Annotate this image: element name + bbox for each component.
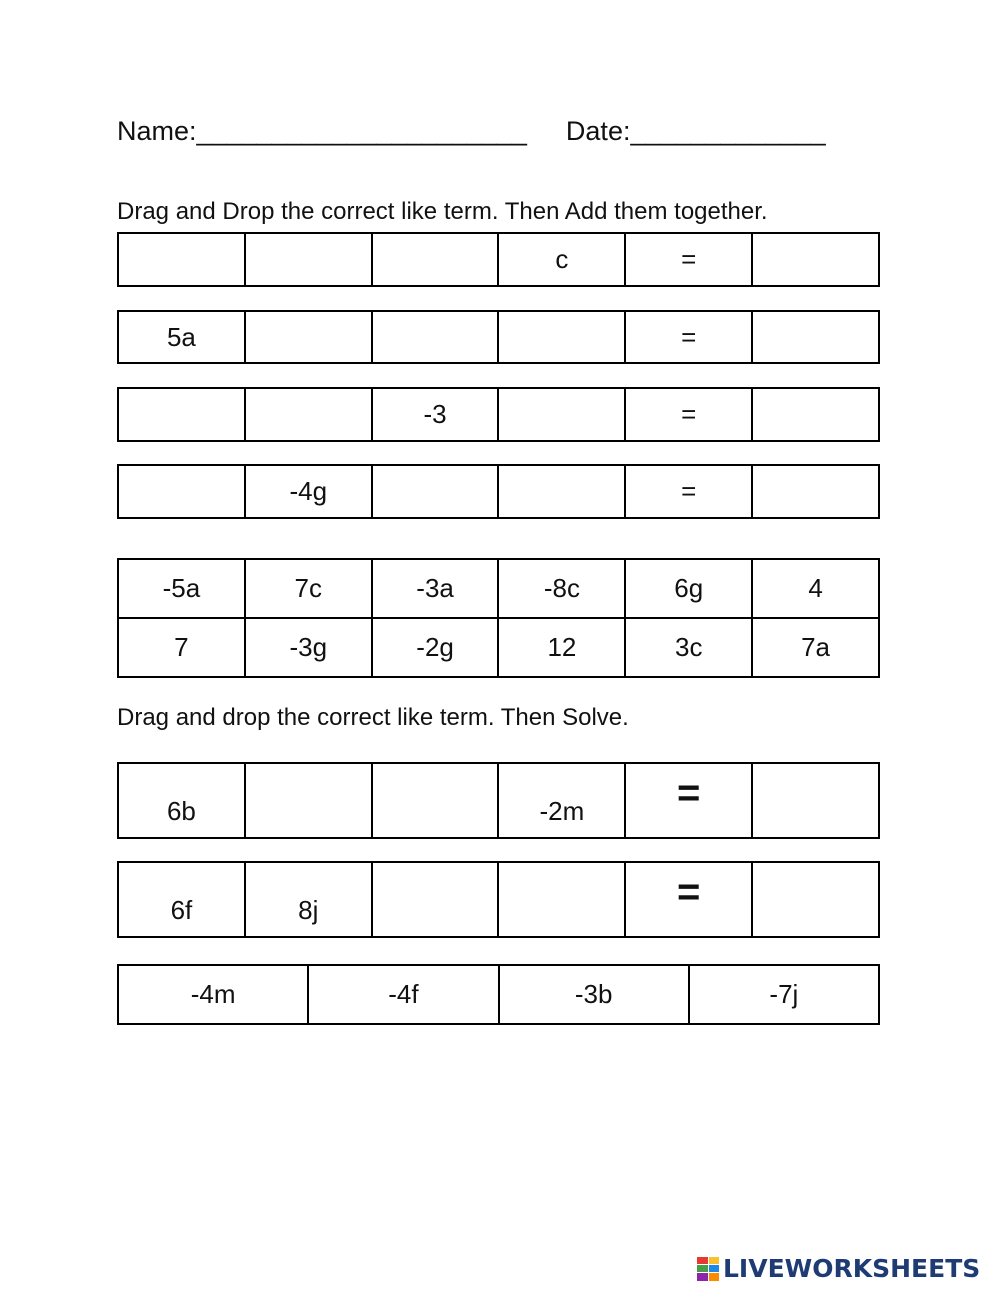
logo-text: LIVEWORKSHEETS bbox=[723, 1254, 981, 1283]
answer-input-cell[interactable] bbox=[753, 863, 878, 936]
drop-cell[interactable] bbox=[246, 234, 373, 285]
draggable-term[interactable]: -7j bbox=[769, 979, 799, 1009]
given-term-cell: c bbox=[499, 234, 626, 285]
draggable-term[interactable]: 12 bbox=[499, 619, 626, 676]
draggable-term[interactable]: -3a bbox=[373, 560, 500, 617]
drop-cell[interactable] bbox=[119, 466, 246, 517]
given-term-cell: -3 bbox=[373, 389, 500, 440]
equals-sign: = bbox=[626, 234, 753, 285]
drop-cell[interactable] bbox=[246, 764, 373, 837]
draggable-term[interactable]: -4m bbox=[119, 966, 309, 1023]
drop-cell[interactable] bbox=[246, 312, 373, 362]
logo-block bbox=[697, 1265, 708, 1272]
given-term-cell: 8j bbox=[246, 863, 373, 936]
logo-block bbox=[709, 1265, 720, 1272]
drop-cell[interactable] bbox=[373, 863, 500, 936]
equation-row-4 bbox=[117, 464, 880, 519]
section2-instruction: Drag and drop the correct like term. Then Solve. bbox=[117, 704, 629, 731]
draggable-term[interactable]: 7a bbox=[801, 632, 831, 662]
drop-cell[interactable] bbox=[499, 389, 626, 440]
name-date-header bbox=[117, 116, 826, 147]
drop-cell[interactable] bbox=[119, 389, 246, 440]
given-term-cell: -2m bbox=[499, 764, 626, 837]
answer-input-cell[interactable] bbox=[753, 234, 878, 285]
logo-block bbox=[709, 1273, 720, 1280]
solve-row-1 bbox=[117, 762, 880, 839]
given-term-cell: 6b bbox=[119, 764, 246, 837]
logo-block bbox=[697, 1257, 708, 1264]
equals-sign: = bbox=[626, 466, 753, 517]
answer-input-cell[interactable] bbox=[753, 312, 878, 362]
drop-cell[interactable] bbox=[499, 312, 626, 362]
logo-block bbox=[697, 1273, 708, 1280]
equals-sign: = bbox=[626, 764, 753, 837]
draggable-term[interactable]: 7 bbox=[119, 619, 246, 676]
draggable-term[interactable]: 4 bbox=[808, 573, 823, 603]
solve-row-2 bbox=[117, 861, 880, 938]
drop-cell[interactable] bbox=[373, 466, 500, 517]
draggable-term[interactable]: -2g bbox=[373, 619, 500, 676]
logo-block bbox=[709, 1257, 720, 1264]
answer-input-cell[interactable] bbox=[753, 389, 878, 440]
equation-row-1 bbox=[117, 232, 880, 287]
answer-input-cell[interactable] bbox=[753, 466, 878, 517]
answer-input-cell[interactable] bbox=[753, 764, 878, 837]
given-term-cell: 6f bbox=[119, 863, 246, 936]
drop-cell[interactable] bbox=[373, 312, 500, 362]
draggable-term[interactable]: 7c bbox=[246, 560, 373, 617]
drop-cell[interactable] bbox=[119, 234, 246, 285]
drop-cell[interactable] bbox=[373, 234, 500, 285]
drop-cell[interactable] bbox=[499, 466, 626, 517]
equals-sign: = bbox=[626, 863, 753, 936]
equation-row-2 bbox=[117, 310, 880, 364]
drop-cell[interactable] bbox=[246, 389, 373, 440]
equals-sign: = bbox=[626, 312, 753, 362]
term-bank-1 bbox=[117, 558, 880, 678]
section1-instruction: Drag and Drop the correct like term. Then Add them together. bbox=[117, 198, 768, 225]
draggable-term[interactable]: -3g bbox=[246, 619, 373, 676]
name-field-label: Name:______________________ bbox=[117, 116, 527, 146]
drop-cell[interactable] bbox=[373, 764, 500, 837]
equals-sign: = bbox=[626, 389, 753, 440]
date-field-label: Date:_____________ bbox=[565, 116, 826, 146]
draggable-term[interactable]: -5a bbox=[119, 560, 246, 617]
liveworksheets-logo-icon bbox=[697, 1257, 719, 1281]
draggable-term[interactable]: -3b bbox=[500, 966, 690, 1023]
draggable-term[interactable]: -4f bbox=[309, 966, 499, 1023]
liveworksheets-logo bbox=[697, 1254, 980, 1283]
draggable-term[interactable]: 3c bbox=[626, 619, 753, 676]
draggable-term[interactable]: -8c bbox=[499, 560, 626, 617]
given-term-cell: 5a bbox=[119, 312, 246, 362]
draggable-term[interactable]: 6g bbox=[626, 560, 753, 617]
drop-cell[interactable] bbox=[499, 863, 626, 936]
term-bank-2 bbox=[117, 964, 880, 1025]
equation-row-3 bbox=[117, 387, 880, 442]
given-term-cell: -4g bbox=[246, 466, 373, 517]
